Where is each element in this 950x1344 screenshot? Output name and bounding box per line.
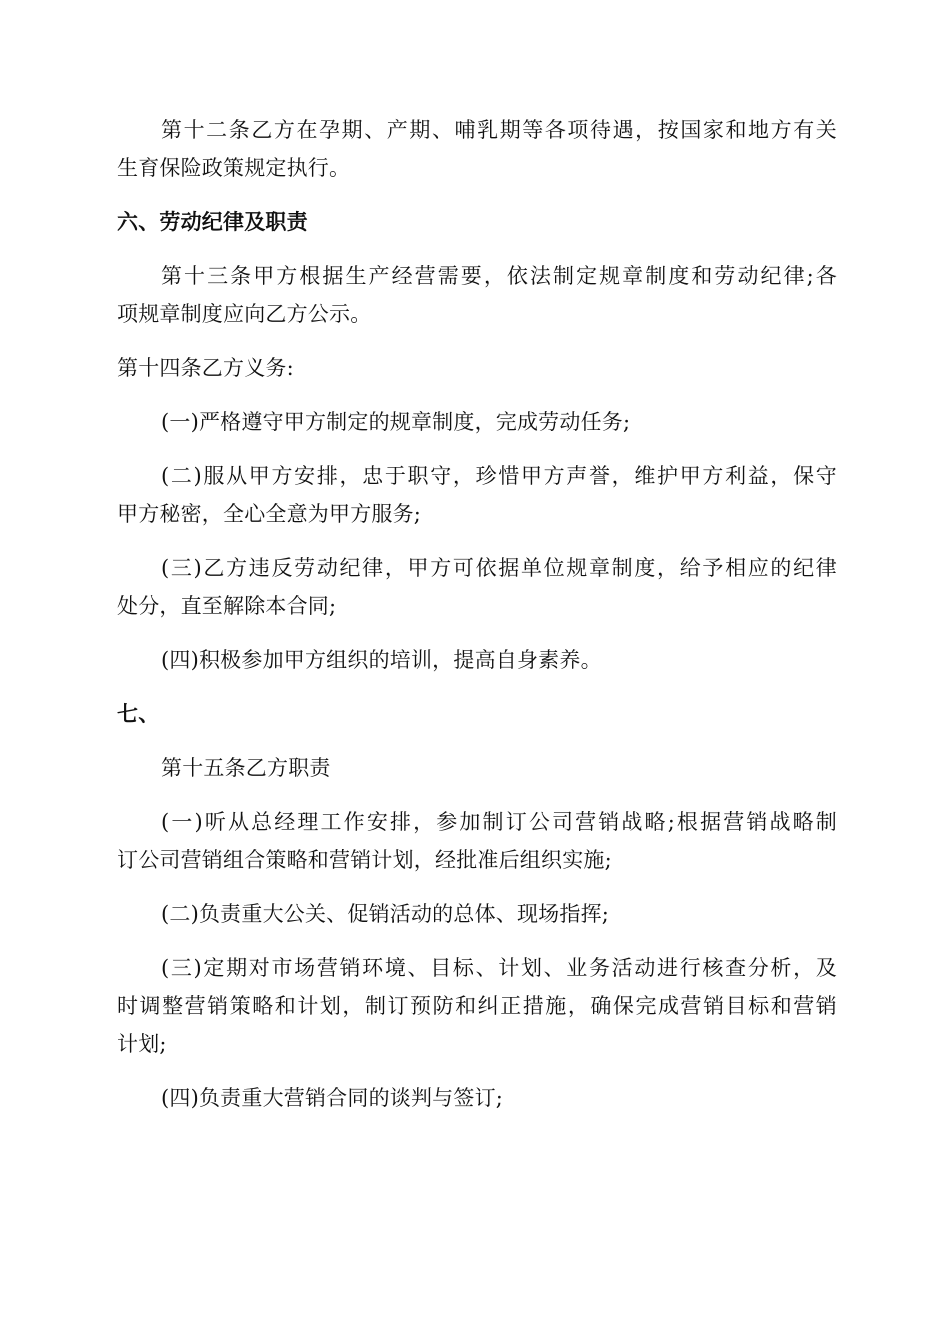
clause-14-title: 第十四条乙方义务: — [117, 356, 294, 380]
section-7-heading: 七、 — [117, 701, 160, 726]
clause-15-title: 第十五条乙方职责 — [161, 756, 331, 780]
clause-15-item-1-line-1: (一)听从总经理工作安排，参加制订公司营销战略;根据营销战略制 — [161, 810, 837, 834]
clause-15-item-1-line-2: 订公司营销组合策略和营销计划，经批准后组织实施; — [117, 848, 612, 872]
clause-14-item-3-line-2: 处分，直至解除本合同; — [117, 594, 337, 618]
clause-14-item-3-line-1: (三)乙方违反劳动纪律，甲方可依据单位规章制度，给予相应的纪律 — [161, 556, 837, 580]
clause-14-item-2-line-2: 甲方秘密，全心全意为甲方服务; — [117, 502, 422, 526]
clause-14-item-4: (四)积极参加甲方组织的培训，提高自身素养。 — [161, 648, 602, 672]
clause-12-line-2: 生育保险政策规定执行。 — [117, 156, 351, 180]
section-6-heading: 六、劳动纪律及职责 — [117, 209, 308, 234]
clause-13-line-2: 项规章制度应向乙方公示。 — [117, 302, 372, 326]
clause-15-item-2: (二)负责重大公关、促销活动的总体、现场指挥; — [161, 902, 610, 926]
clause-15-item-3-line-1: (三)定期对市场营销环境、目标、计划、业务活动进行核查分析，及 — [161, 956, 837, 980]
clause-15-item-3-line-2: 时调整营销策略和计划，制订预防和纠正措施，确保完成营销目标和营销 — [117, 994, 837, 1018]
clause-13-line-1: 第十三条甲方根据生产经营需要，依法制定规章制度和劳动纪律;各 — [161, 264, 837, 288]
clause-15-item-4: (四)负责重大营销合同的谈判与签订; — [161, 1086, 504, 1110]
clause-12-line-1: 第十二条乙方在孕期、产期、哺乳期等各项待遇，按国家和地方有关 — [161, 118, 837, 142]
clause-14-item-2-line-1: (二)服从甲方安排，忠于职守，珍惜甲方声誉，维护甲方利益，保守 — [161, 464, 837, 488]
clause-14-item-1: (一)严格遵守甲方制定的规章制度，完成劳动任务; — [161, 410, 631, 434]
clause-15-item-3-line-3: 计划; — [117, 1032, 167, 1056]
